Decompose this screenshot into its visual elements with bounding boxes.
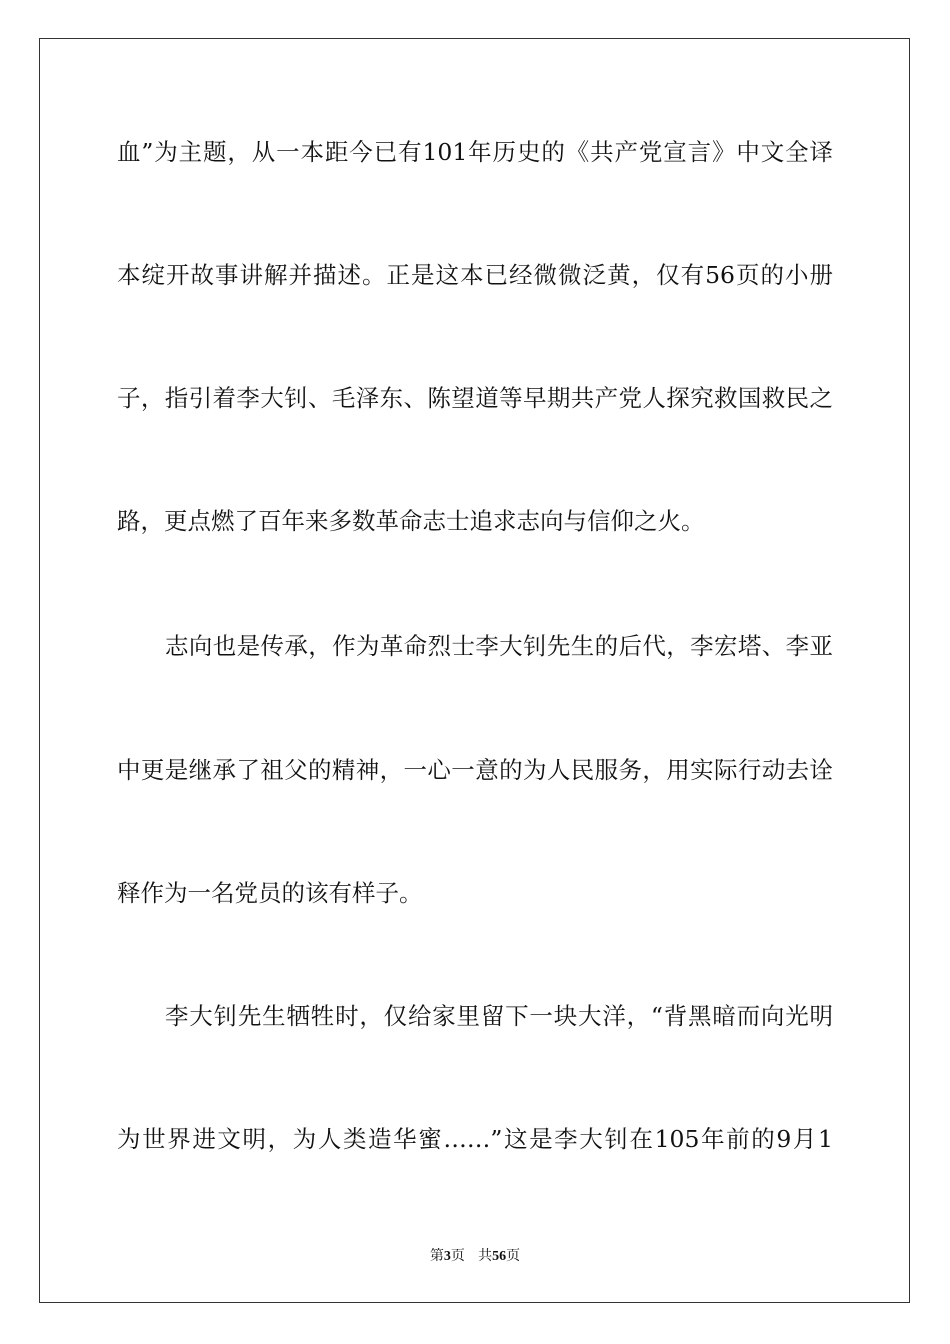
text-line-2: 本绽开故事讲解并描述。正是这本已经微微泛黄，仅有56页的小册 xyxy=(117,261,833,289)
footer-total-suffix: 页 xyxy=(506,1248,521,1264)
footer-total-prefix: 共 xyxy=(478,1248,493,1264)
footer-page-prefix: 第 xyxy=(429,1248,444,1264)
text-line-3: 子，指引着李大钊、毛泽东、陈望道等早期共产党人探究救国救民之 xyxy=(117,384,833,412)
footer-page-suffix: 页 xyxy=(450,1248,465,1264)
text-line-6: 中更是继承了祖父的精神，一心一意的为人民服务，用实际行动去诠 xyxy=(117,756,833,784)
text-line-9: 为世界进文明，为人类造华蜜……”这是李大钊在105年前的9月1 xyxy=(117,1125,833,1153)
footer-current-page: 3 xyxy=(443,1249,451,1264)
text-line-1: 血”为主题，从一本距今已有101年历史的《共产党宣言》中文全译 xyxy=(117,138,833,166)
page-footer xyxy=(0,1246,950,1267)
page-border xyxy=(39,38,910,1303)
text-line-5: 志向也是传承，作为革命烈士李大钊先生的后代，李宏塔、李亚 xyxy=(165,632,833,660)
text-line-4: 路，更点燃了百年来多数革命志士追求志向与信仰之火。 xyxy=(117,507,705,535)
footer-total-pages: 56 xyxy=(492,1249,507,1264)
text-line-7: 释作为一名党员的该有样子。 xyxy=(117,879,423,907)
text-line-8: 李大钊先生牺牲时，仅给家里留下一块大洋，“背黑暗而向光明 xyxy=(165,1002,833,1030)
